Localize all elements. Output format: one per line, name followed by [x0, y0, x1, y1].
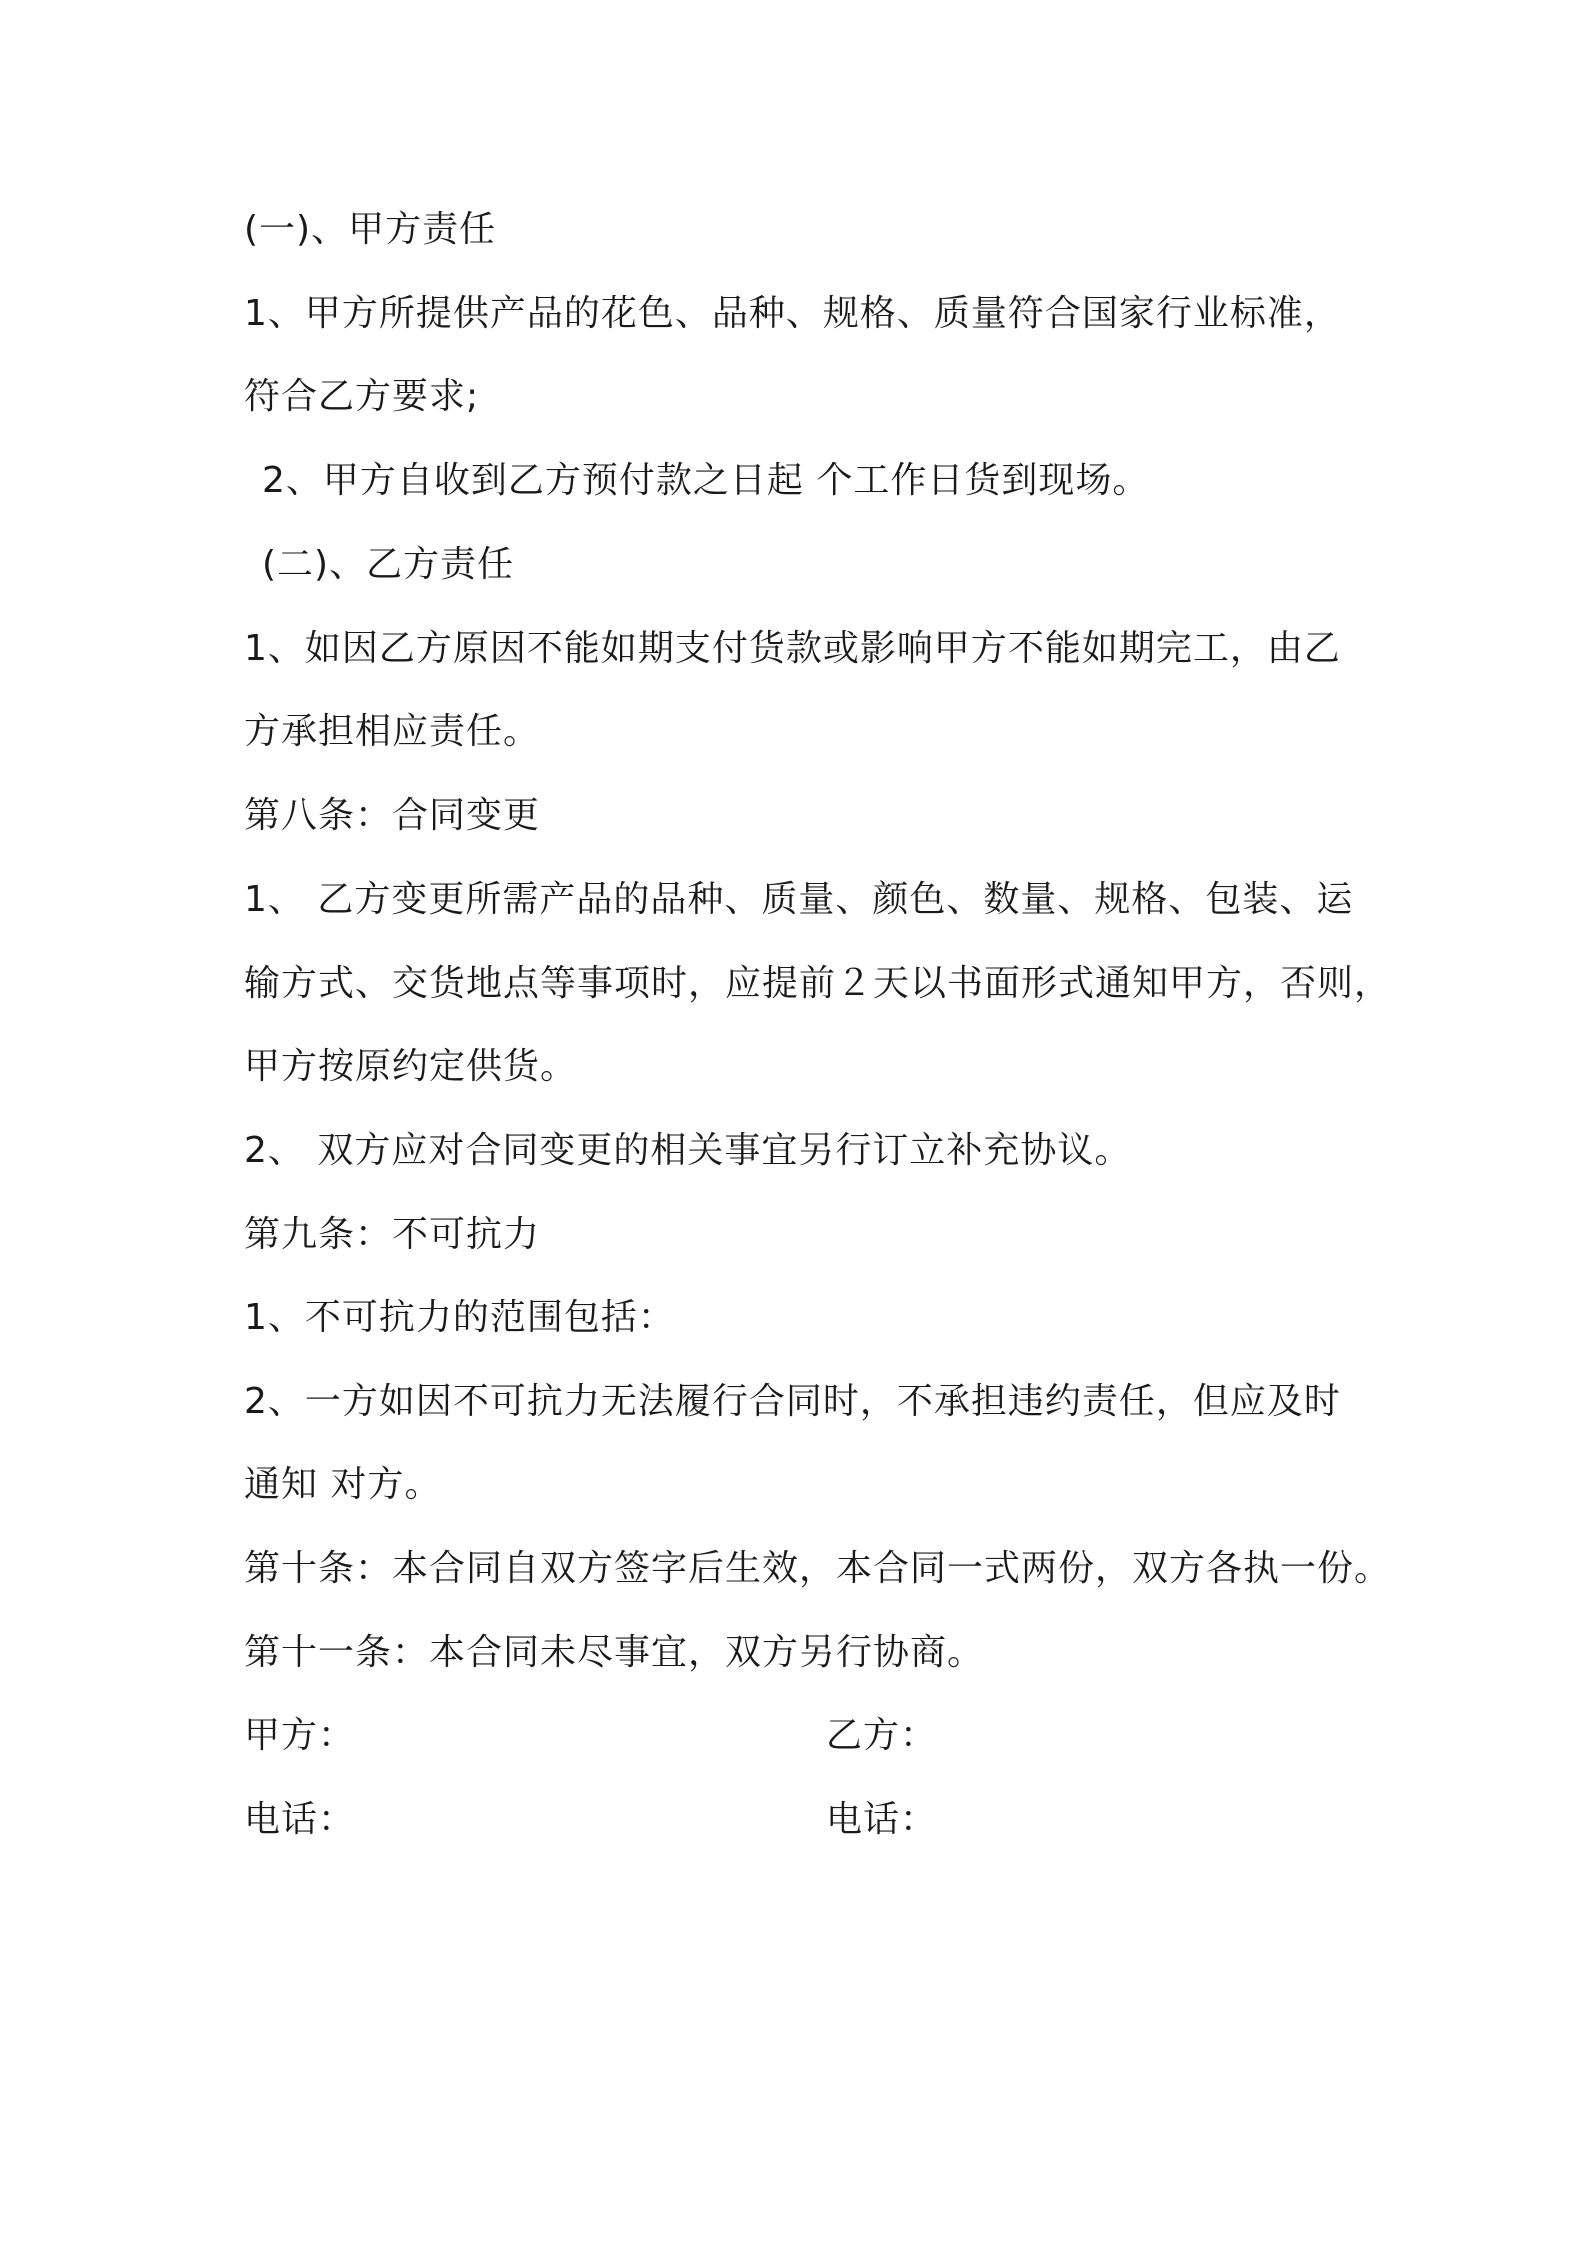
- party-a-item-2: 2、甲方自收到乙方预付款之日起 个工作日货到现场。: [262, 460, 1150, 501]
- party-b-item-1: 1、如因乙方原因不能如期支付货款或影响甲方不能如期完工，由乙: [244, 628, 1341, 669]
- article-8-item-1-cont: 输方式、交货地点等事项时，应提前２天以书面形式通知甲方，否则，: [244, 963, 1392, 1004]
- article-9-heading: 第九条：不可抗力: [244, 1214, 541, 1255]
- party-b-signature-label: 乙方：: [826, 1715, 938, 1756]
- article-10: 第十条：本合同自双方签字后生效，本合同一式两份，双方各执一份。: [244, 1548, 1392, 1589]
- article-8-heading: 第八条：合同变更: [244, 795, 541, 836]
- party-a-phone-label: 电话：: [244, 1799, 356, 1840]
- article-11: 第十一条：本合同未尽事宜，双方另行协商。: [244, 1632, 985, 1673]
- party-a-duties-heading: (一)、甲方责任: [244, 209, 497, 250]
- article-8-item-1: 1、 乙方变更所需产品的品种、质量、颜色、数量、规格、包装、运: [244, 879, 1354, 920]
- party-a-signature-label: 甲方：: [244, 1715, 356, 1756]
- party-a-item-1-cont: 符合乙方要求;: [244, 376, 480, 417]
- party-b-item-1-cont: 方承担相应责任。: [244, 711, 541, 752]
- article-9-item-2: 2、一方如因不可抗力无法履行合同时，不承担违约责任，但应及时: [244, 1381, 1341, 1422]
- article-8-item-2: 2、 双方应对合同变更的相关事宜另行订立补充协议。: [244, 1130, 1132, 1171]
- article-8-item-1-cont-2: 甲方按原约定供货。: [244, 1046, 578, 1087]
- article-9-item-1: 1、不可抗力的范围包括：: [244, 1297, 675, 1338]
- party-a-item-1: 1、甲方所提供产品的花色、品种、规格、质量符合国家行业标准，: [244, 293, 1341, 334]
- party-b-duties-heading: (二)、乙方责任: [262, 544, 515, 585]
- party-b-phone-label: 电话：: [826, 1799, 938, 1840]
- article-9-item-2-cont: 通知 对方。: [244, 1464, 442, 1505]
